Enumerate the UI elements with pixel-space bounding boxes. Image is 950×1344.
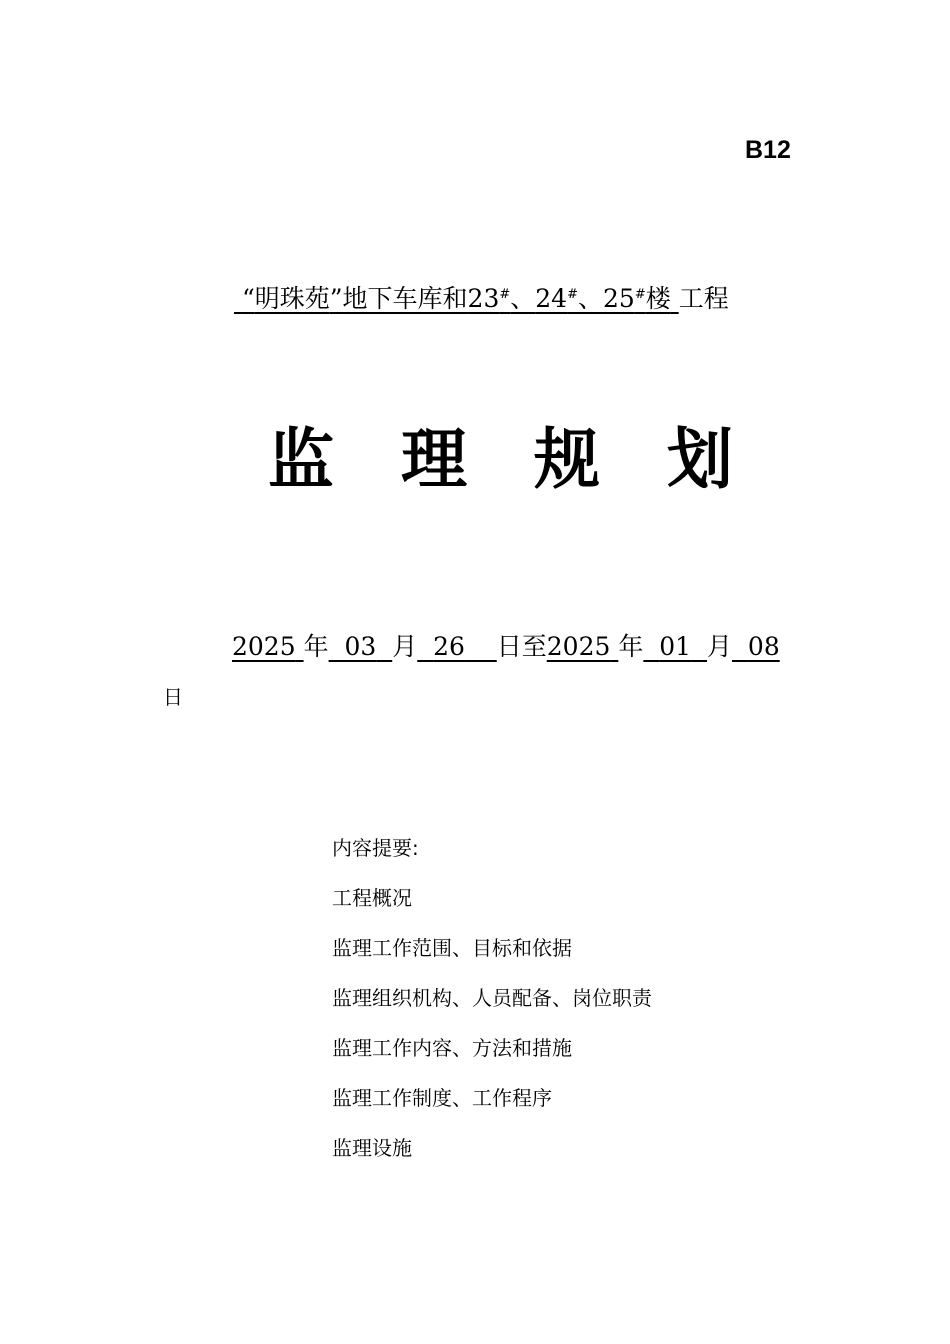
building-number-1: 23	[467, 284, 500, 313]
project-name: 明珠苑	[254, 284, 330, 313]
supervision-period	[232, 628, 780, 666]
month-label-2: 月	[707, 632, 733, 661]
start-day: 26	[433, 632, 465, 661]
month-label-1: 月	[392, 632, 418, 661]
contents-item: 工程概况	[332, 886, 412, 910]
project-title-underlined	[234, 284, 679, 313]
contents-heading: 内容提要:	[332, 836, 419, 860]
separator-2: 、	[578, 284, 604, 313]
building-number-3: 25	[603, 284, 635, 313]
quote-open: “	[241, 284, 255, 313]
contents-item: 监理工作内容、方法和措施	[332, 1036, 572, 1060]
to-label: 至	[521, 632, 547, 661]
title-char-4: 划	[667, 421, 733, 498]
separator-1: 、	[510, 284, 536, 313]
contents-summary	[332, 832, 652, 1182]
end-year: 2025	[546, 632, 611, 661]
end-month: 01	[659, 632, 692, 661]
building-suffix: 楼	[645, 284, 671, 313]
day-label-1: 日	[496, 632, 522, 661]
title-char-3: 规	[534, 421, 600, 498]
document-code: B12	[745, 136, 791, 164]
building-hash-1: #	[499, 287, 511, 302]
building-number-2: 24	[535, 284, 568, 313]
year-label-2: 年	[618, 632, 644, 661]
year-label-1: 年	[303, 632, 329, 661]
building-hash-2: #	[567, 287, 578, 302]
project-title	[234, 280, 729, 318]
main-title	[268, 418, 733, 502]
day-label-end: 日	[163, 685, 183, 709]
title-char-2: 理	[401, 421, 467, 498]
project-description: 地下车库和	[342, 284, 468, 313]
contents-item: 监理组织机构、人员配备、岗位职责	[332, 986, 652, 1010]
contents-item: 监理工作制度、工作程序	[332, 1086, 552, 1110]
start-year: 2025	[232, 632, 296, 661]
title-char-1: 监	[268, 421, 334, 498]
start-month: 03	[344, 632, 377, 661]
building-hash-3: #	[634, 287, 646, 302]
contents-item: 监理设施	[332, 1136, 412, 1160]
project-suffix: 工程	[678, 284, 729, 313]
contents-item: 监理工作范围、目标和依据	[332, 936, 572, 960]
end-day: 08	[747, 632, 780, 661]
quote-close: ”	[329, 284, 343, 313]
